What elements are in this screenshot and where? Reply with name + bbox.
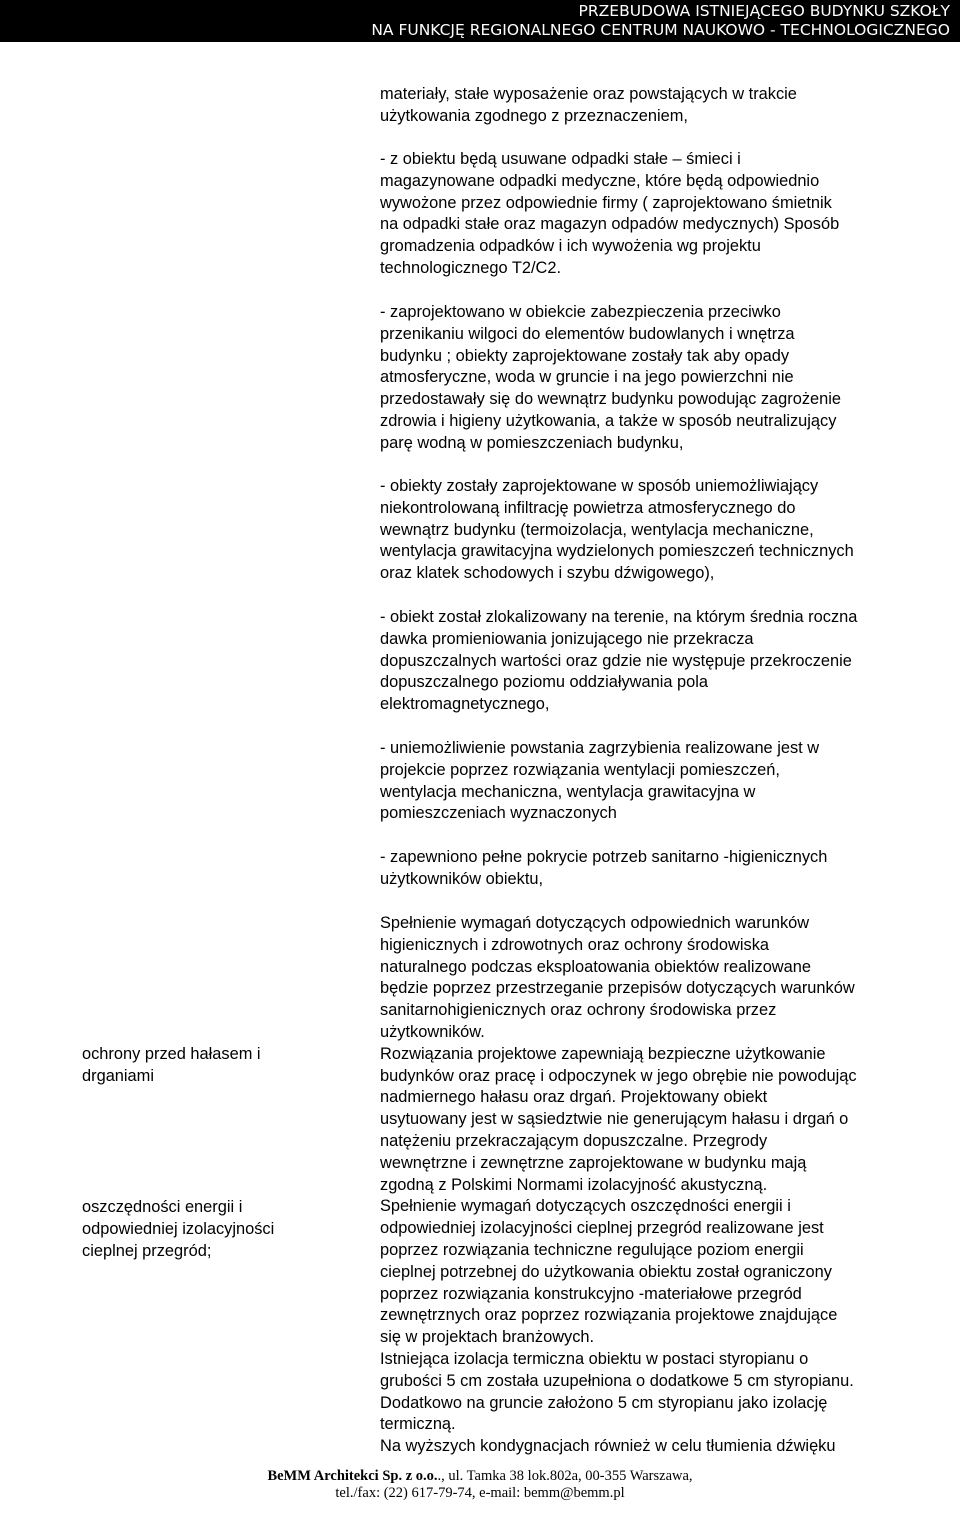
text-line: drganiami [82,1066,154,1085]
text-line: zdrowia i higieny użytkowania, a także w sposób neutralizujący [380,411,837,430]
text-line: materiały, stałe wyposażenie oraz powstających w trakcie [380,85,797,103]
text-line: magazynowane odpadki medyczne, które będą odpowiednio [380,171,820,190]
text-line: poprzez rozwiązania techniczne regulujące poziom energii [380,1240,804,1259]
text-line: ochrony przed hałasem i [82,1045,261,1063]
footer-address-line [0,1468,960,1485]
text-line: Dodatkowo na gruncie założono 5 cm styropianu jako izolację [380,1393,828,1412]
text-line: budynku ; obiekty zaprojektowane zostały tak aby opady [380,346,790,365]
text-line: cieplnej potrzebnej do użytkowania obiektu został ograniczony [380,1262,832,1281]
footer-contact: tel./fax: (22) 617-79-74, e-mail: bemm@bemm.pl [335,1485,625,1501]
text-line: atmosferyczne, woda w gruncie i na jego powierzchni nie [380,368,794,387]
header-title-line-2: NA FUNKCJĘ REGIONALNEGO CENTRUM NAUKOWO - TECHNOLOGICZNEGO [371,21,950,39]
text-line: - obiekt został zlokalizowany na terenie, na którym średnia roczna [380,608,858,626]
document-footer [0,1468,960,1502]
text-line: Na wyższych kondygnacjach również w celu tłumienia dźwięku [380,1437,836,1456]
text-line: wentylacja grawitacyjna wydzielonych pomieszczeń technicznych [380,542,854,561]
text-line: naturalnego podczas eksploatowania obiektów realizowane [380,957,811,976]
text-line: przenikaniu wilgoci do elementów budowlanych i wnętrza [380,324,795,343]
text-line: oraz klatek schodowych i szybu dźwigowego), [380,564,715,583]
document-header [0,0,960,42]
text-line: niekontrolowaną infiltrację powietrza atmosferycznego do [380,498,796,517]
text-line: przedostawały się do wewnątrz budynku powodując zagrożenie [380,390,842,409]
text-line: Rozwiązania projektowe zapewniają bezpieczne użytkowanie [380,1044,826,1063]
text-line: zewnętrznych oraz poprzez rozwiązania projektowe znajdujące [380,1306,838,1325]
footer-company: BeMM Architekci Sp. z o.o. [267,1468,438,1484]
paragraph-1 [380,149,952,280]
paragraph-2 [380,302,952,455]
text-line: odpowiedniej izolacyjności [82,1219,275,1238]
text-line: termiczną. [380,1415,456,1434]
text-line: oszczędności energii i [82,1198,243,1216]
text-line: gromadzenia odpadków i ich wywożenia wg projektu [380,237,761,256]
text-line: elektromagnetycznego, [380,695,550,714]
text-line: parę wodną w pomieszczeniach budynku, [380,433,684,452]
text-line: wewnątrz budynku (termoizolacja, wentylacja mechaniczne, [380,520,814,539]
paragraph-6 [380,847,952,891]
paragraph-0 [380,84,952,128]
text-line: dopuszczalnych wartości oraz gdzie nie występuje przekroczenie [380,651,852,670]
text-line: poprzez rozwiązania konstrukcyjno -materiałowe przegród [380,1284,802,1303]
text-line: wentylacja mechaniczna, wentylacja grawitacyjna w [380,782,756,801]
text-line: użytkowników. [380,1022,485,1041]
text-line: - obiekty zostały zaprojektowane w sposób uniemożliwiający [380,477,819,495]
text-line: Istniejąca izolacja termiczna obiektu w postaci styropianu o [380,1349,809,1368]
paragraph-7 [380,913,952,1458]
text-line: cieplnej przegród; [82,1241,212,1260]
text-line: nadmiernego hałasu oraz drgań. Projektowany obiekt [380,1088,768,1107]
text-line: technologicznego T2/C2. [380,258,562,277]
footer-address: ., ul. Tamka 38 lok.802a, 00-355 Warszawa, [437,1468,693,1484]
paragraph-3 [380,476,952,585]
text-line: Spełnienie wymagań dotyczących oszczędności energii i [380,1197,791,1216]
text-line: higienicznych i zdrowotnych oraz ochrony środowiska [380,935,770,954]
section-label-1 [82,1197,342,1262]
text-line: zgodną z Polskimi Normami izolacyjność akustyczną. [380,1175,768,1194]
text-line: projekcie poprzez rozwiązania wentylacji pomieszczeń, [380,760,780,779]
text-line: grubości 5 cm została uzupełniona o dodatkowe 5 cm styropianu. [380,1371,854,1390]
text-line: usytuowany jest w sąsiedztwie nie generującym hałasu i drgań o [380,1110,849,1129]
text-line: będzie poprzez przestrzeganie przepisów dotyczących warunków [380,979,855,998]
text-line: budynków oraz pracę i odpoczynek w jego obrębie nie powodując [380,1066,857,1085]
text-line: sanitarnohigienicznych oraz ochrony środowiska przez [380,1001,777,1020]
text-line: - zaprojektowano w obiekcie zabezpieczenia przeciwko [380,303,781,321]
text-line: odpowiedniej izolacyjności cieplnej przegród realizowane jest [380,1219,824,1238]
paragraph-5 [380,738,952,825]
section-label-0 [82,1044,342,1088]
text-line: na odpadki stałe oraz magazyn odpadów medycznych) Sposób [380,215,840,234]
text-line: pomieszczeniach wyznaczonych [380,804,617,823]
text-line: użytkowników obiektu, [380,869,544,888]
text-line: - z obiektu będą usuwane odpadki stałe – śmieci i [380,150,741,168]
text-line: się w projektach branżowych. [380,1328,595,1347]
text-line: dawka promieniowania jonizującego nie przekracza [380,629,754,648]
text-line: wywożone przez odpowiednie firmy ( zaprojektowano śmietnik [380,193,832,212]
paragraph-4 [380,607,952,716]
text-line: Spełnienie wymagań dotyczących odpowiednich warunków [380,914,810,932]
text-line: - uniemożliwienie powstania zagrzybienia realizowane jest w [380,739,820,757]
text-line: użytkowania zgodnego z przeznaczeniem, [380,106,688,125]
text-line: - zapewniono pełne pokrycie potrzeb sanitarno -higienicznych [380,848,828,866]
text-line: wewnętrzne i zewnętrzne zaprojektowane w budynku mają [380,1153,807,1172]
header-title-line-1: PRZEBUDOWA ISTNIEJĄCEGO BUDYNKU SZKOŁY [578,2,950,20]
text-line: dopuszczalnego poziomu oddziaływania pola [380,673,709,692]
text-line: natężeniu przekraczającym dopuszczalne. Przegrody [380,1131,768,1150]
